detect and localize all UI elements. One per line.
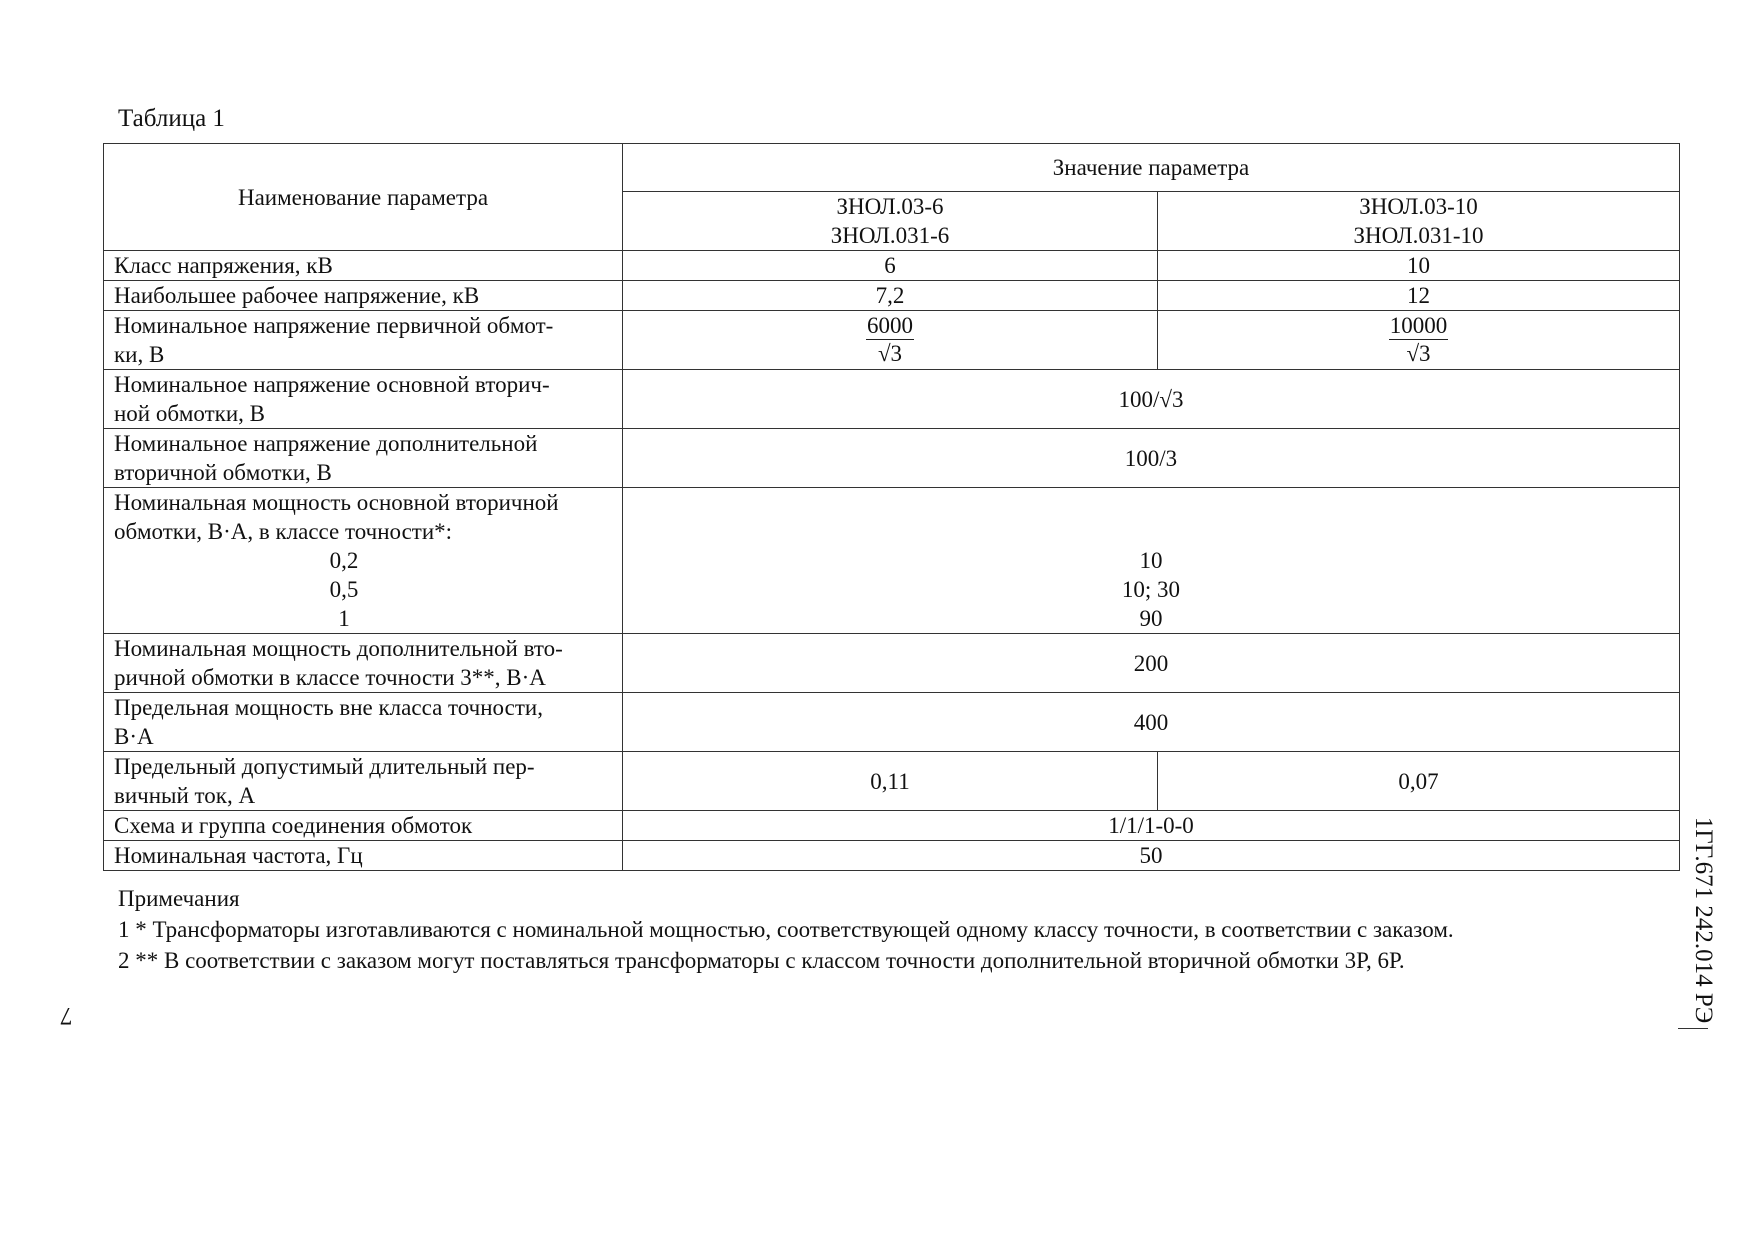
fraction-numerator: 6000 — [867, 313, 913, 338]
value-cell: 50 — [623, 841, 1680, 871]
parameters-table — [103, 143, 1680, 871]
value-cell: 0,07 — [1158, 752, 1680, 811]
header-col-10kv-line1: ЗНОЛ.03-10 — [1359, 194, 1478, 219]
param-line: Номинальное напряжение основной вторич- — [114, 372, 550, 397]
param-line: ной обмотки, В — [114, 401, 265, 426]
power-value: 10 — [1139, 548, 1163, 573]
table-row — [104, 488, 1680, 634]
value-cell: 200 — [623, 634, 1680, 693]
table-row — [104, 693, 1680, 752]
value-cell — [623, 311, 1158, 370]
note-item: 2 ** В соответствии с заказом могут поставляться трансформаторы с классом точности дополнительной вторичной обмотки 3Р, 6Р. — [118, 948, 1405, 973]
param-cell — [104, 370, 623, 429]
header-col-6kv — [623, 192, 1158, 251]
param-line: ки, В — [114, 342, 165, 367]
param-line: Номинальное напряжение дополнительной — [114, 431, 538, 456]
header-col-6kv-line1: ЗНОЛ.03-6 — [836, 194, 944, 219]
param-cell — [104, 634, 623, 693]
note-item: 1 * Трансформаторы изготавливаются с номинальной мощностью, соответствующей одному классу точности, в соответствии с заказом. — [118, 917, 1454, 942]
value-cell — [623, 488, 1680, 634]
value-cell — [1158, 311, 1680, 370]
param-cell: Номинальная частота, Гц — [104, 841, 623, 871]
param-cell — [104, 752, 623, 811]
accuracy-class: 1 — [338, 606, 350, 631]
table-row — [104, 429, 1680, 488]
param-line: Предельная мощность вне класса точности, — [114, 695, 543, 720]
notes-section — [118, 883, 1454, 976]
document-id-underline — [1678, 1028, 1708, 1029]
fraction-numerator: 10000 — [1389, 313, 1448, 338]
header-col-10kv-line2: ЗНОЛ.031-10 — [1353, 223, 1484, 248]
param-line: Номинальная мощность основной вторичной — [114, 490, 559, 515]
table-row — [104, 811, 1680, 841]
param-cell: Класс напряжения, кВ — [104, 251, 623, 281]
header-value-group: Значение параметра — [623, 144, 1680, 192]
param-cell — [104, 429, 623, 488]
fraction-denominator: √3 — [877, 341, 903, 366]
param-line: Номинальное напряжение первичной обмот- — [114, 313, 554, 338]
value-cell: 10 — [1158, 251, 1680, 281]
header-col-6kv-line2: ЗНОЛ.031-6 — [830, 223, 950, 248]
header-col-10kv — [1158, 192, 1680, 251]
header-param-name: Наименование параметра — [104, 144, 623, 251]
document-id: 1ГГ.671 242.014 РЭ — [1690, 816, 1717, 1024]
param-cell — [104, 311, 623, 370]
table-row — [104, 370, 1680, 429]
param-line: ричной обмотки в классе точности 3**, В·А — [114, 665, 546, 690]
param-line: вторичной обмотки, В — [114, 460, 332, 485]
param-cell: Схема и группа соединения обмоток — [104, 811, 623, 841]
accuracy-class: 0,2 — [329, 548, 359, 573]
power-value: 90 — [1139, 606, 1163, 631]
table-row — [104, 281, 1680, 311]
table-caption: Таблица 1 — [118, 105, 225, 132]
value-cell: 6 — [623, 251, 1158, 281]
value-cell: 0,11 — [623, 752, 1158, 811]
param-line: В·А — [114, 724, 154, 749]
param-cell — [104, 488, 623, 634]
value-cell: 12 — [1158, 281, 1680, 311]
param-line: Предельный допустимый длительный пер- — [114, 754, 535, 779]
value-cell: 100/3 — [623, 429, 1680, 488]
page-number: 7 — [60, 1002, 73, 1029]
fraction — [866, 312, 914, 367]
notes-title: Примечания — [118, 886, 240, 911]
param-line: обмотки, В·А, в классе точности*: — [114, 519, 453, 544]
value-cell: 7,2 — [623, 281, 1158, 311]
value-cell: 100/√3 — [623, 370, 1680, 429]
value-cell: 1/1/1-0-0 — [623, 811, 1680, 841]
table-row — [104, 251, 1680, 281]
fraction-denominator: √3 — [1406, 341, 1431, 366]
fraction — [1389, 312, 1449, 367]
table-row — [104, 841, 1680, 871]
param-cell — [104, 693, 623, 752]
table-row — [104, 311, 1680, 370]
accuracy-class: 0,5 — [329, 577, 359, 602]
value-cell: 400 — [623, 693, 1680, 752]
table-row — [104, 752, 1680, 811]
param-line: Номинальная мощность дополнительной вто- — [114, 636, 563, 661]
table-row — [104, 634, 1680, 693]
param-line: вичный ток, А — [114, 783, 256, 808]
power-value: 10; 30 — [1121, 577, 1181, 602]
param-cell: Наибольшее рабочее напряжение, кВ — [104, 281, 623, 311]
